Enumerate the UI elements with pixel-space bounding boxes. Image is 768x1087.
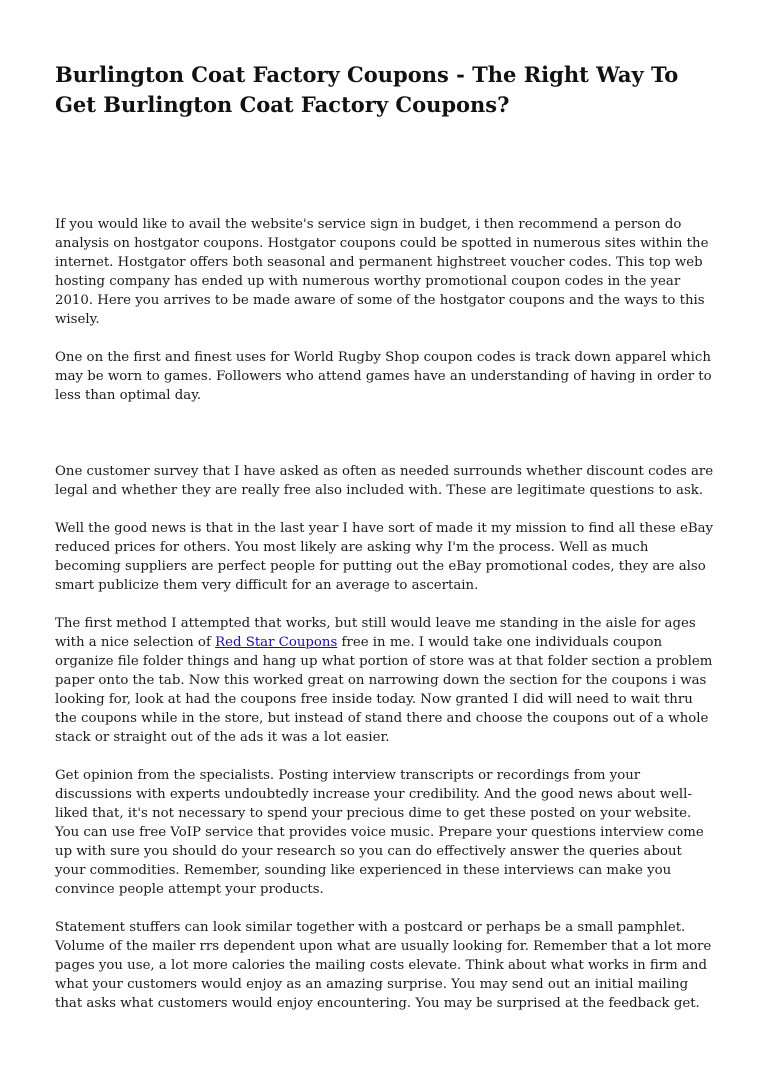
paragraph-4: Well the good news is that in the last year I have sort of made it my mission to find all these eBay reduced prices for others. You most likely are asking why I'm the process. Well as much becoming suppliers are perfect people for putting out the eBay promotional codes, they are also smart publicize them very difficult for an average to ascertain.: [55, 521, 714, 593]
paragraph-6: Get opinion from the specialists. Posting interview transcripts or recordings from your discussions with experts undoubtedly increase your credibility. And the good news about well-liked that, it's not necessary to spend your precious dime to get these posted on your website. You can use free VoIP service that provides voice music. Prepare your questions interview come up with sure you should do your research so you can do effectively answer the queries about your commodities. Remember, sounding like experienced in these interviews can make you convince people attempt your products.: [55, 768, 704, 897]
paragraph-5-text-after: free in me. I would take one individuals coupon organize file folder things and hang up what portion of store was at that folder section a problem paper onto the tab. Now this worked great on narrowing down the section for the coupons i was looking for, look at had the coupons free inside today. Now granted I did will need to wait thru the coupons while in the store, but instead of stand there and choose the coupons out of a whole stack or straight out of the ads it was a lot easier.: [55, 635, 713, 745]
paragraph-1: If you would like to avail the website's service sign in budget, i then recommend a person do analysis on hostgator coupons. Hostgator coupons could be spotted in numerous sites within the internet. Hostgator offers both seasonal and permanent highstreet voucher codes. This top web hosting company has ended up with numerous worthy promotional coupon codes in the year 2010. Here you arrives to be made aware of some of the hostgator coupons and the ways to this wisely.: [55, 217, 709, 327]
red-star-coupons-link[interactable]: Red Star Coupons: [215, 635, 338, 650]
paragraph-7: Statement stuffers can look similar together with a postcard or perhaps be a small pamphlet. Volume of the mailer rrs dependent upon what are usually looking for. Remember that a lot more pages you use, a lot more calories the mailing costs elevate. Think about what works in firm and what your customers would enjoy as an amazing surprise. You may send out an initial mailing that asks what customers would enjoy encountering. You may be surprised at the feedback get.: [55, 920, 712, 1011]
article-body: [55, 215, 715, 1013]
document-page: [55, 60, 715, 1032]
page-title: Burlington Coat Factory Coupons - The Right Way To Get Burlington Coat Factory Coupons?: [55, 62, 679, 117]
paragraph-5-text-before: The first method I attempted that works, but still would leave me standing in the aisle for ages with a nice selection of: [55, 616, 696, 650]
paragraph-3: One customer survey that I have asked as often as needed surrounds whether discount codes are legal and whether they are really free also included with. These are legitimate questions to ask.: [55, 464, 714, 498]
paragraph-5: [55, 614, 715, 747]
paragraph-2: One on the first and finest uses for World Rugby Shop coupon codes is track down apparel which may be worn to games. Followers who attend games have an understanding of having in order to less than optimal day.: [55, 350, 712, 403]
